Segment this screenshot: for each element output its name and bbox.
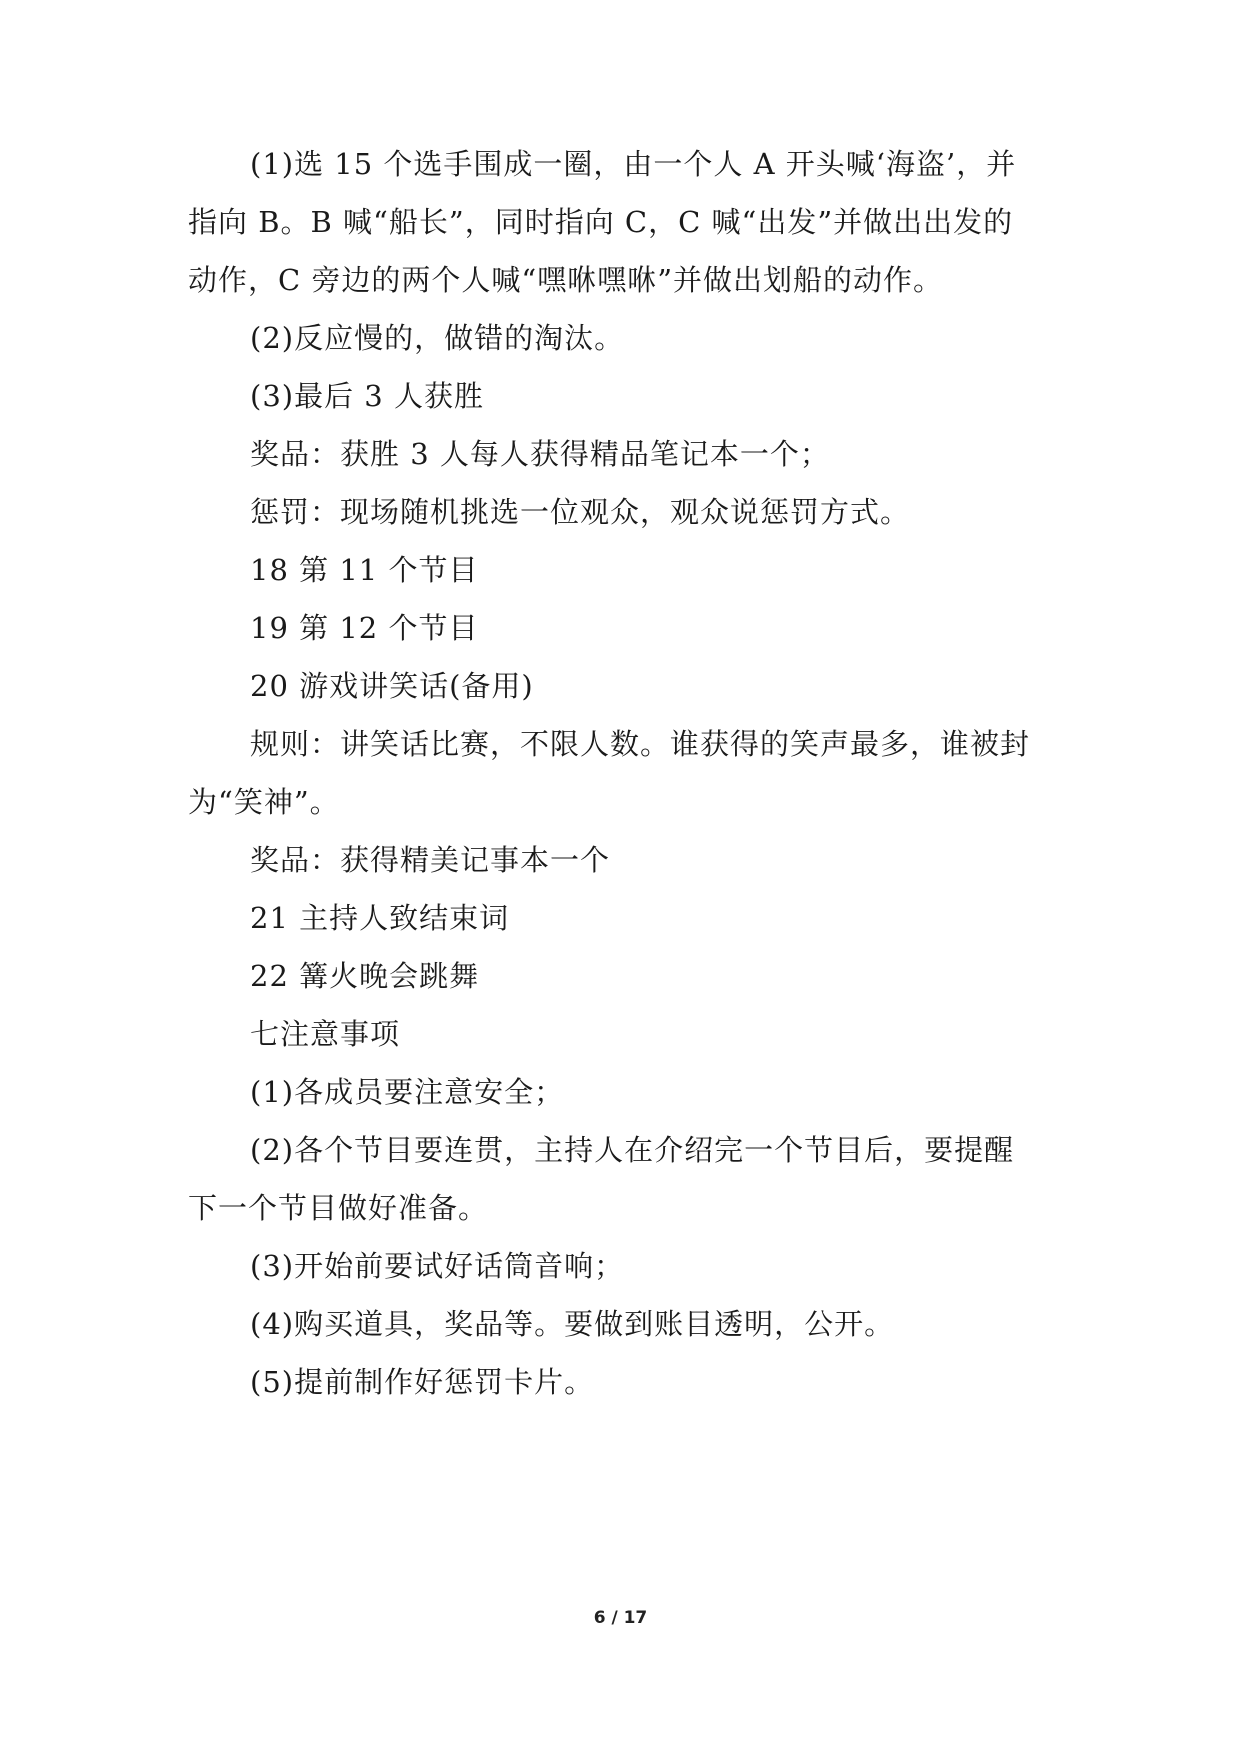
body-line: 21 主持人致结束词	[250, 901, 510, 935]
body-line: 奖品：获得精美记事本一个	[250, 843, 611, 877]
body-line: 18 第 11 个节目	[250, 553, 479, 587]
body-line: 19 第 12 个节目	[250, 611, 479, 645]
body-line: 规则：讲笑话比赛，不限人数。谁获得的笑声最多，谁被封	[250, 727, 1031, 761]
body-line: (1)各成员要注意安全；	[250, 1075, 565, 1109]
body-line: (3)最后 3 人获胜	[250, 379, 484, 413]
body-line: 指向 B。B 喊“船长”，同时指向 C，C 喊“出发”并做出出发的	[188, 205, 1014, 239]
page-number: 6 / 17	[593, 1608, 648, 1628]
body-line: (3)开始前要试好话筒音响；	[250, 1249, 625, 1283]
body-line: (2)各个节目要连贯，主持人在介绍完一个节目后，要提醒	[250, 1133, 1015, 1167]
body-line: 动作，C 旁边的两个人喊“嘿咻嘿咻”并做出划船的动作。	[188, 263, 944, 297]
body-line: 20 游戏讲笑话(备用)	[250, 669, 534, 703]
body-line: 为“笑神”。	[188, 785, 340, 819]
body-line: (5)提前制作好惩罚卡片。	[250, 1365, 595, 1399]
body-line: 22 篝火晚会跳舞	[250, 959, 480, 993]
body-line: (4)购买道具，奖品等。要做到账目透明，公开。	[250, 1307, 895, 1341]
body-line: 惩罚：现场随机挑选一位观众，观众说惩罚方式。	[250, 495, 911, 529]
section-heading: 七注意事项	[250, 1017, 401, 1051]
body-line: 奖品：获胜 3 人每人获得精品笔记本一个；	[250, 437, 830, 471]
body-line: 下一个节目做好准备。	[188, 1191, 489, 1225]
body-line: (2)反应慢的，做错的淘汰。	[250, 321, 625, 355]
body-line: (1)选 15 个选手围成一圈，由一个人 A 开头喊‘海盗’，并	[250, 147, 1017, 181]
